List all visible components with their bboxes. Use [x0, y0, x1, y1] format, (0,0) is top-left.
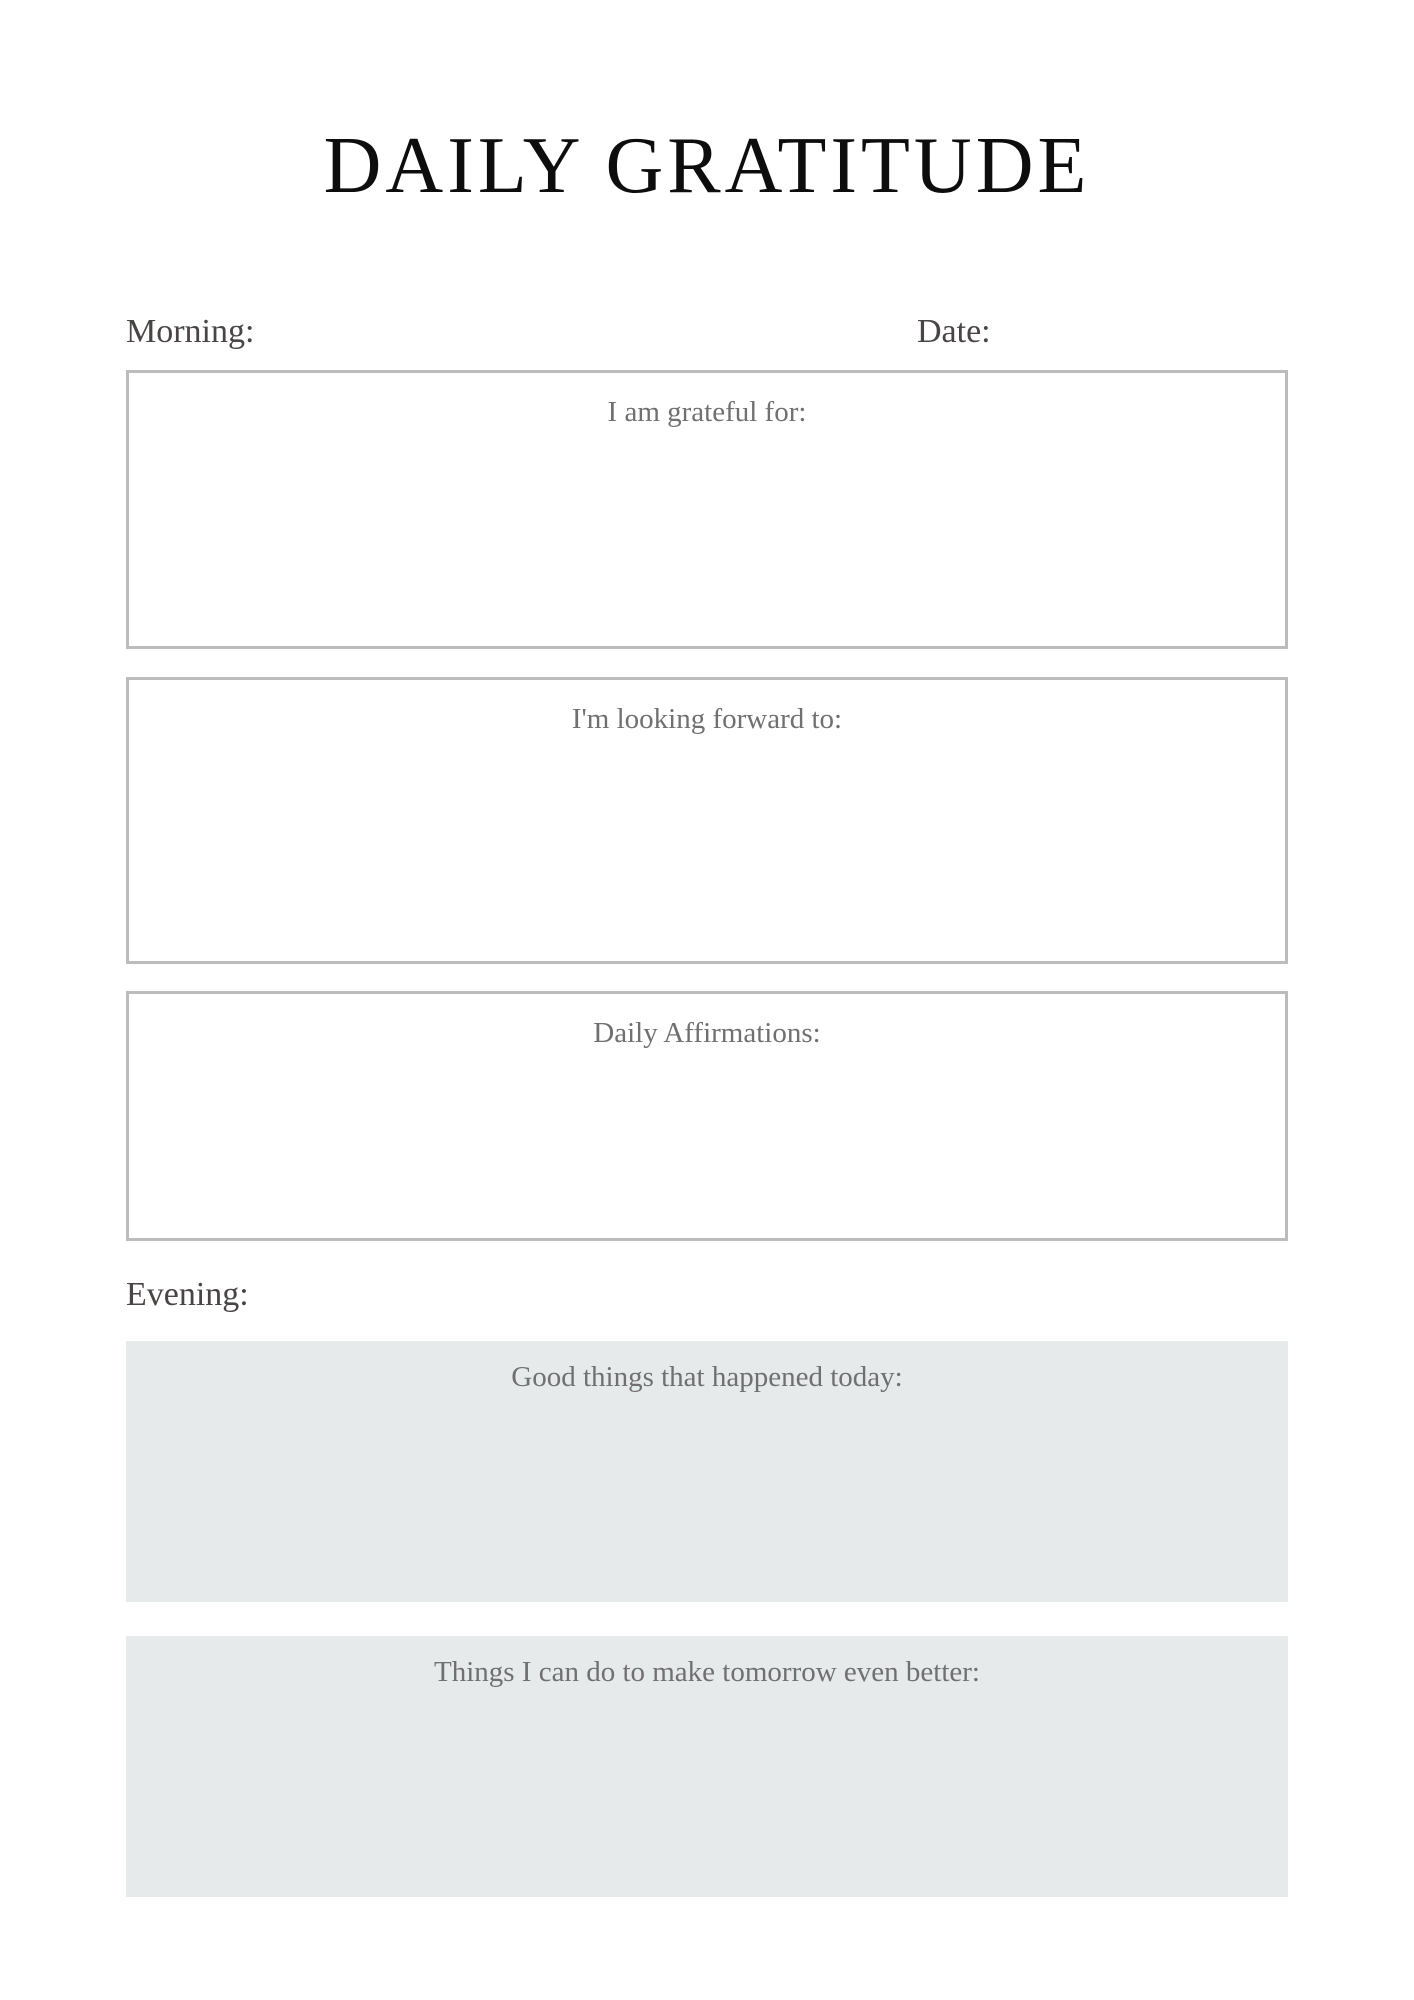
looking-forward-label: I'm looking forward to: [571, 703, 843, 735]
date-label: Date: [917, 313, 991, 350]
tomorrow-better-label: Things I can do to make tomorrow even better: [433, 1656, 980, 1688]
good-things-label: Good things that happened today: [511, 1361, 903, 1393]
evening-label: Evening: [126, 1276, 249, 1313]
daily-affirmations-label: Daily Affirmations: [593, 1017, 821, 1049]
grateful-for-label: I am grateful for: [607, 396, 807, 428]
good-things-box[interactable] [126, 1341, 1288, 1602]
page-title: DAILY GRATITUDE [323, 122, 1091, 210]
tomorrow-better-box[interactable] [126, 1636, 1288, 1897]
grateful-for-box[interactable] [126, 370, 1288, 649]
daily-affirmations-box[interactable] [126, 991, 1288, 1241]
morning-label: Morning: [126, 313, 255, 350]
looking-forward-box[interactable] [126, 677, 1288, 964]
